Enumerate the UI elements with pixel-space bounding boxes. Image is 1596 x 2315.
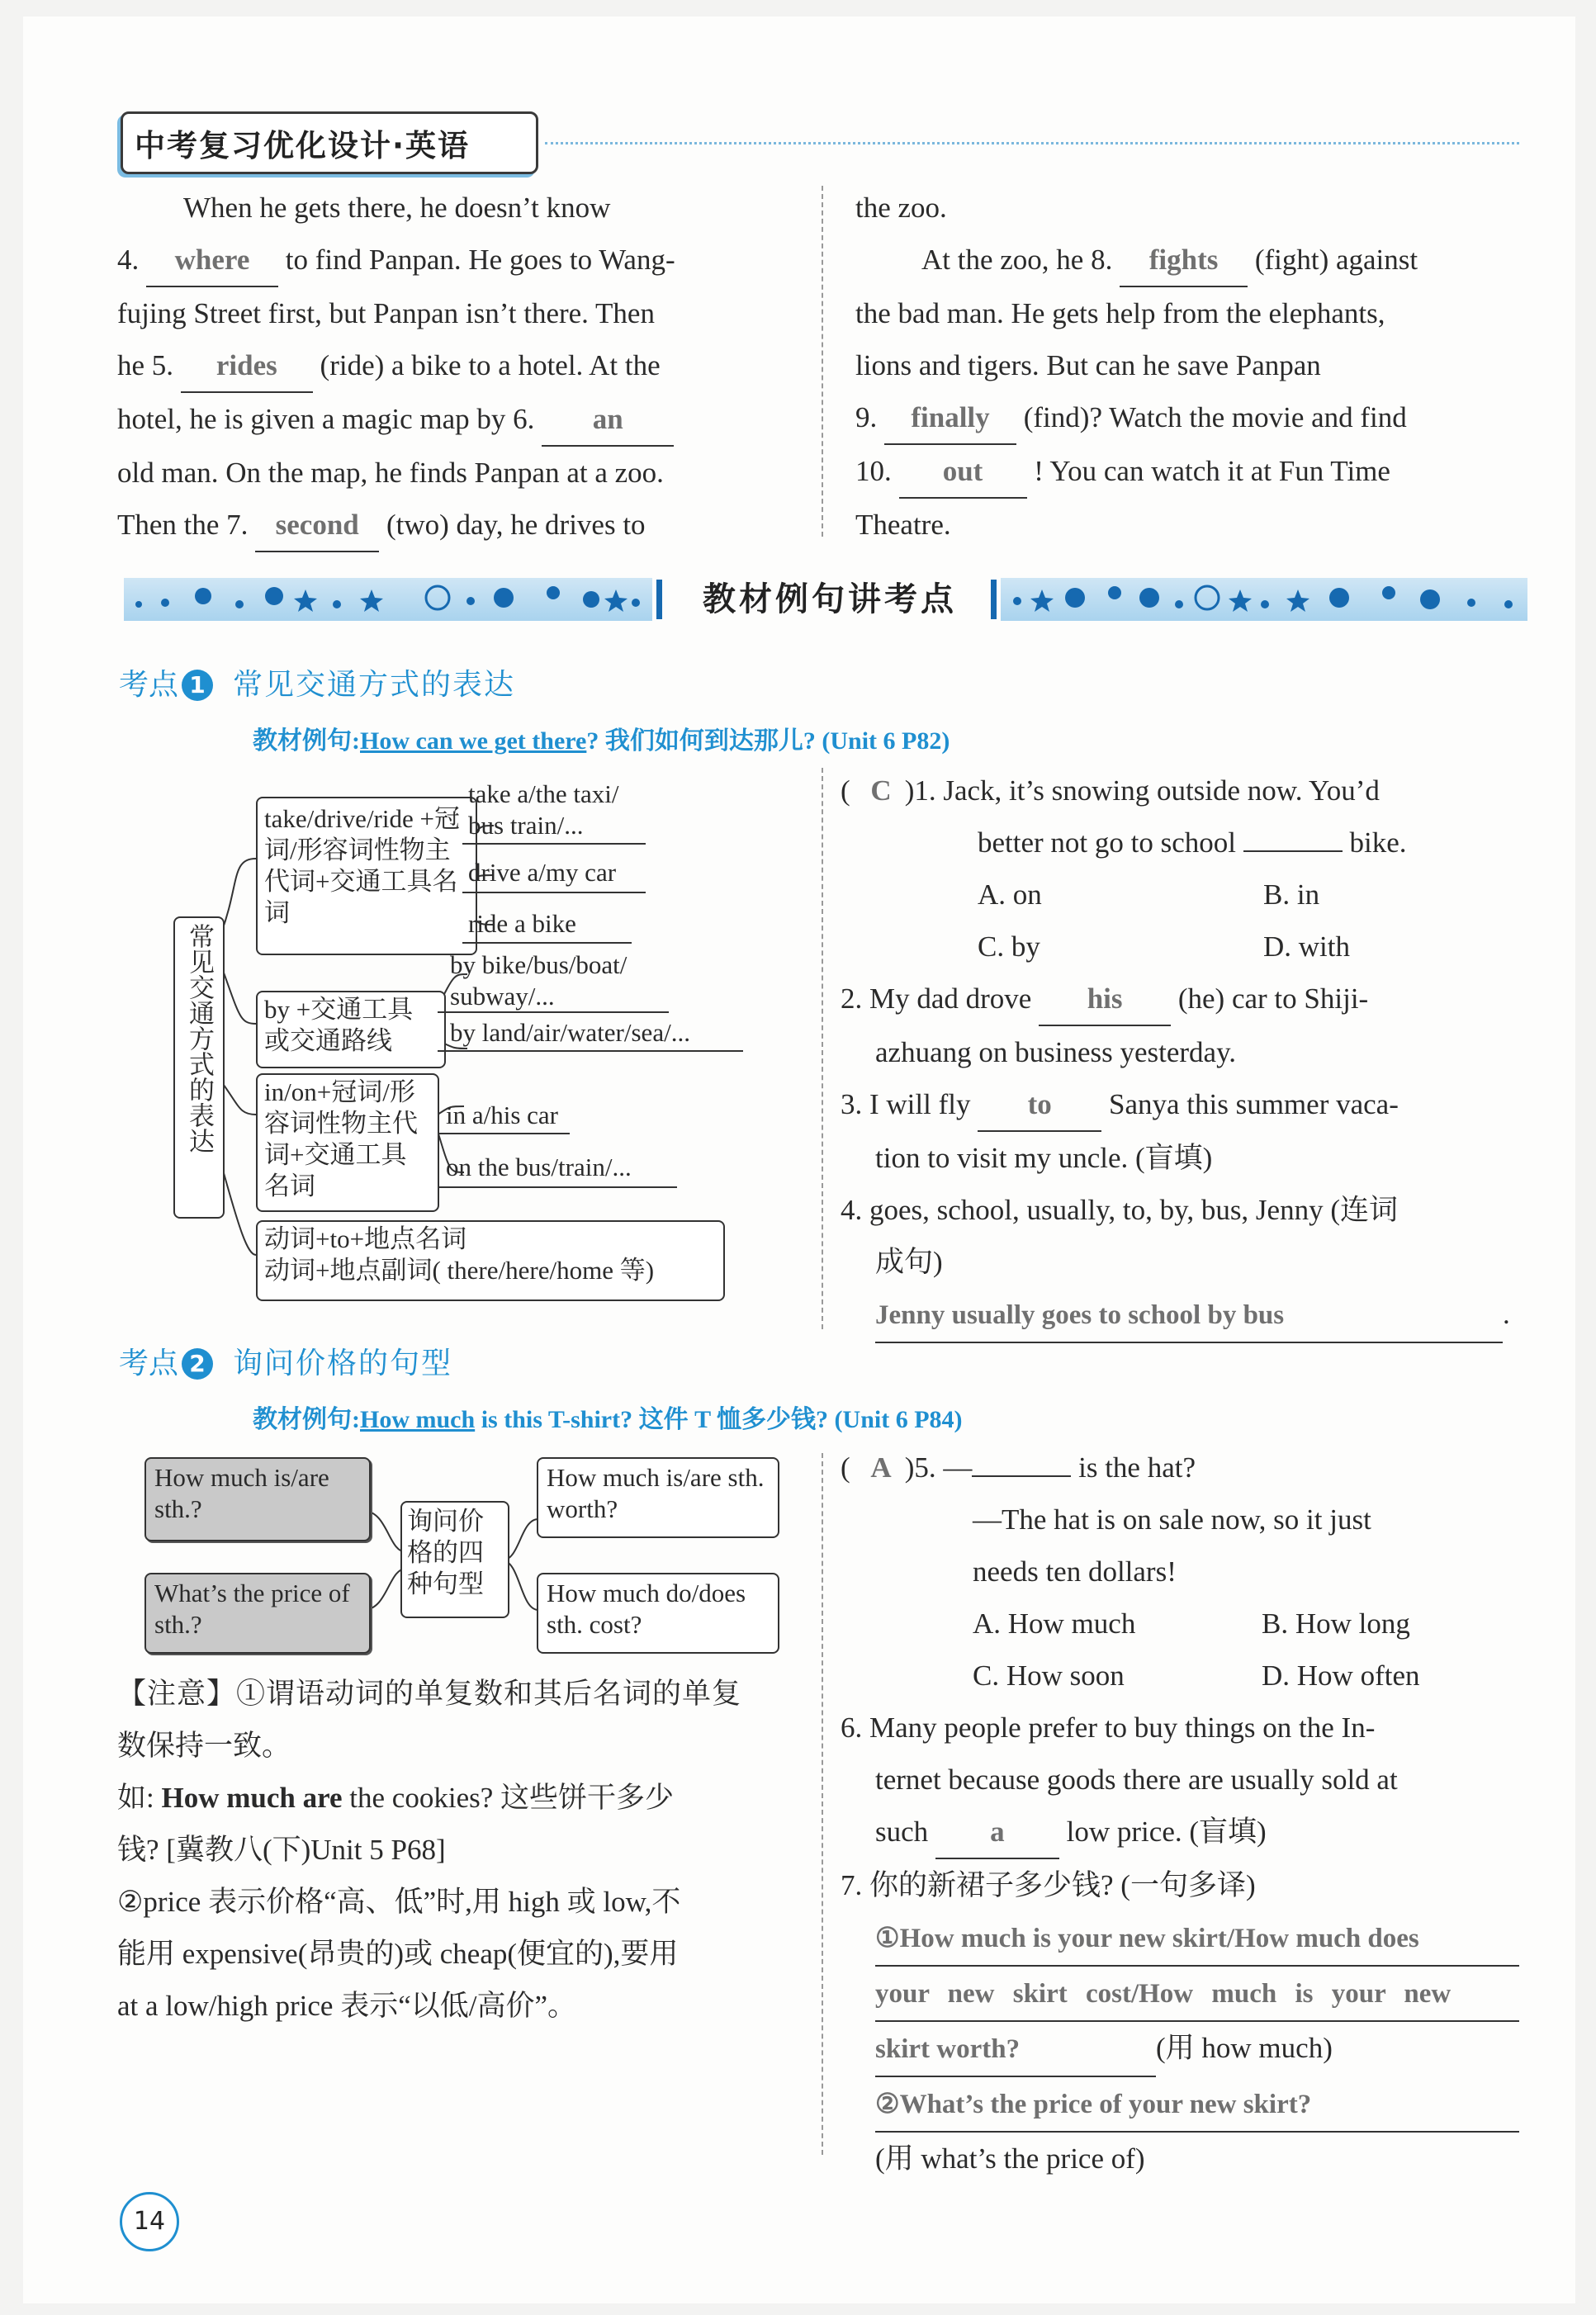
leaf-underline: [438, 1133, 570, 1134]
question-3-line2: tion to visit my uncle. (盲填): [875, 1142, 1213, 1174]
leaf-underline: [462, 843, 646, 845]
header-divider: [545, 142, 1519, 146]
answer-q1: C: [870, 774, 892, 807]
mindmap-white-1: How much is/are sth. worth?: [537, 1457, 779, 1538]
header-title: 中考复习优化设计·英语: [135, 128, 471, 163]
question-3: 3. I will fly to Sanya this summer vaca-: [841, 1078, 1530, 1132]
blank: [1243, 850, 1343, 852]
story-line: Theatre.: [855, 509, 951, 541]
kp1-example: 教材例句:How can we get there? 我们如何到达那儿? (Unit 6 P82): [253, 727, 950, 755]
mindmap-leaf: by land/air/water/sea/...: [450, 1018, 690, 1047]
leaf-underline: [438, 1050, 743, 1052]
leaf-underline: [462, 942, 632, 944]
options-row: C. by D. with: [978, 930, 1350, 963]
page-number: 14: [120, 2192, 179, 2251]
options-row: C. How soon D. How often: [973, 1659, 1420, 1692]
question-2: 2. My dad drove his (he) car to Shiji-: [841, 973, 1530, 1026]
kp2-num: 2: [182, 1348, 213, 1380]
kp1-label: 考点: [119, 668, 179, 702]
kp2-example: 教材例句:How much is this T-shirt? 这件 T 恤多少钱? (Unit 6 P84): [253, 1406, 963, 1433]
column-divider-kp2: [822, 1453, 823, 2155]
mindmap-leaf: take a/the taxi/ bus train/...: [468, 779, 619, 840]
column-divider-top: [822, 186, 823, 537]
mindmap-center: 询问价格的四种句型: [400, 1501, 509, 1618]
note-line: 数保持一致。: [117, 1730, 291, 1762]
mindmap-branch-1: take/drive/ride +冠词/形容词性物主代词+交通工具名词: [256, 797, 477, 955]
answer-7: second: [255, 499, 379, 552]
question-7: 7. 你的新裙子多少钱? (一句多译): [841, 1869, 1256, 1901]
answer-q7-line: ②What’s the price of your new skirt?: [841, 2077, 1530, 2133]
note-line: 能用 expensive(昂贵的)或 cheap(便宜的),要用: [117, 1938, 679, 1970]
question-4-answer: Jenny usually goes to school by bus .: [841, 1288, 1530, 1343]
mindmap-leaf: ride a bike: [468, 909, 576, 938]
question-1-line2: better not go to school bike.: [978, 826, 1407, 859]
note-line: at a low/high price 表示“以低/高价”。: [117, 1990, 576, 2022]
story-line: 9. finally (find)? Watch the movie and find: [855, 391, 1526, 445]
answer-q7-line: skirt worth? (用 how much): [841, 2022, 1530, 2077]
question-5-line3: needs ten dollars!: [973, 1555, 1177, 1588]
answer-q5: A: [870, 1451, 892, 1484]
note-line: 如: How much are the cookies? 这些饼干多少: [117, 1782, 675, 1814]
story-left: [117, 182, 784, 552]
question-6: 6. Many people prefer to buy things on the In-: [841, 1711, 1376, 1744]
story-line: old man. On the map, he finds Panpan at a zoo.: [117, 457, 664, 489]
header-title-box: [121, 111, 538, 174]
mindmap-gray-2: What’s the price of sth.?: [144, 1573, 371, 1654]
banner-stars-right: [1001, 578, 1527, 621]
kp1-header: [119, 667, 515, 703]
kp1-exercises: [841, 765, 1530, 1343]
column-divider-kp1: [822, 768, 823, 1329]
section-banner: [124, 578, 1527, 621]
answer-q7-line: your new skirt cost/How much is your new: [841, 1967, 1530, 2022]
answer-5: rides: [181, 339, 313, 393]
story-line: lions and tigers. But can he save Panpan: [855, 349, 1321, 381]
story-line: the bad man. He gets help from the elephants,: [855, 297, 1385, 329]
answer-4: where: [146, 234, 278, 287]
answer-q3: to: [978, 1078, 1101, 1132]
banner-bar-right: [991, 580, 997, 619]
question-1: ( C )1. Jack, it’s snowing outside now. You’d: [841, 774, 1380, 807]
options-row: A. on B. in: [978, 878, 1320, 911]
kp1-title: 常见交通方式的表达: [233, 668, 516, 702]
story-line: 4. where to find Panpan. He goes to Wang-: [117, 234, 784, 287]
question-2-line2: azhuang on business yesterday.: [875, 1036, 1237, 1068]
mindmap-leaf: in a/his car: [446, 1101, 559, 1129]
story-line: When he gets there, he doesn’t know: [183, 192, 611, 224]
answer-9: finally: [884, 391, 1016, 445]
story-line: At the zoo, he 8. fights (fight) against: [855, 234, 1526, 287]
story-line: he 5. rides (ride) a bike to a hotel. At the: [117, 339, 784, 393]
answer-q7-note: (用 what’s the price of): [875, 2142, 1145, 2175]
question-5-line2: —The hat is on sale now, so it just: [973, 1503, 1371, 1536]
answer-8: fights: [1120, 234, 1248, 287]
answer-6: an: [542, 393, 674, 447]
mindmap-branch-2: by +交通工具或交通路线: [256, 991, 446, 1068]
banner-bar-left: [656, 580, 662, 619]
question-6-line3: such a low price. (盲填): [841, 1806, 1530, 1859]
mindmap-leaf: drive a/my car: [468, 858, 617, 887]
mindmap-gray-1: How much is/are sth.?: [144, 1457, 371, 1541]
banner-title: 教材例句讲考点: [703, 580, 957, 618]
kp2-label: 考点: [119, 1347, 179, 1380]
question-4-line2: 成句): [875, 1246, 943, 1278]
blank: [972, 1475, 1071, 1477]
question-4: 4. goes, school, usually, to, by, bus, Jenny (连词: [841, 1194, 1398, 1226]
note-line: ②price 表示价格“高、低”时,用 high 或 low,不: [117, 1886, 681, 1918]
story-line: the zoo.: [855, 192, 947, 224]
answer-q7-line: ①How much is your new skirt/How much does: [841, 1911, 1530, 1967]
question-6-line2: ternet because goods there are usually sold at: [875, 1763, 1398, 1796]
story-right: [855, 182, 1526, 551]
answer-q6: a: [935, 1806, 1059, 1859]
answer-q4: Jenny usually goes to school by bus: [875, 1290, 1503, 1343]
mindmap-branch-3: in/on+冠词/形容词性物主代词+交通工具名词: [256, 1073, 439, 1212]
mindmap-root: 常见交通方式的表达: [173, 916, 225, 1219]
question-5: ( A )5. — is the hat?: [841, 1451, 1196, 1484]
story-line: fujing Street first, but Panpan isn’t there. Then: [117, 297, 655, 329]
note-line: 钱? [冀教八(下)Unit 5 P68]: [117, 1834, 446, 1866]
kp2-header: [119, 1346, 452, 1382]
note-line: 【注意】①谓语动词的单复数和其后名词的单复: [117, 1678, 742, 1710]
kp1-num: 1: [182, 670, 213, 701]
leaf-underline: [462, 892, 646, 893]
story-line: Then the 7. second (two) day, he drives to: [117, 499, 784, 552]
story-line: hotel, he is given a magic map by 6. an: [117, 393, 784, 447]
kp2-exercises: [841, 1442, 1530, 2185]
mindmap-leaf: on the bus/train/...: [446, 1153, 632, 1181]
banner-stars-left: [124, 578, 652, 621]
kp2-note: [117, 1668, 803, 2032]
leaf-underline: [438, 1186, 677, 1188]
mindmap-branch-4: 动词+to+地点名词 动词+地点副词( there/here/home 等): [256, 1220, 725, 1301]
kp2-title: 询问价格的句型: [233, 1347, 453, 1380]
options-row: A. How much B. How long: [973, 1607, 1410, 1640]
story-line: 10. out ! You can watch it at Fun Time: [855, 445, 1526, 499]
mindmap-leaf: by bike/bus/boat/ subway/...: [450, 950, 628, 1011]
mindmap-white-2: How much do/does sth. cost?: [537, 1573, 779, 1654]
leaf-underline: [438, 1011, 669, 1013]
answer-10: out: [899, 445, 1027, 499]
answer-q2: his: [1039, 973, 1171, 1026]
